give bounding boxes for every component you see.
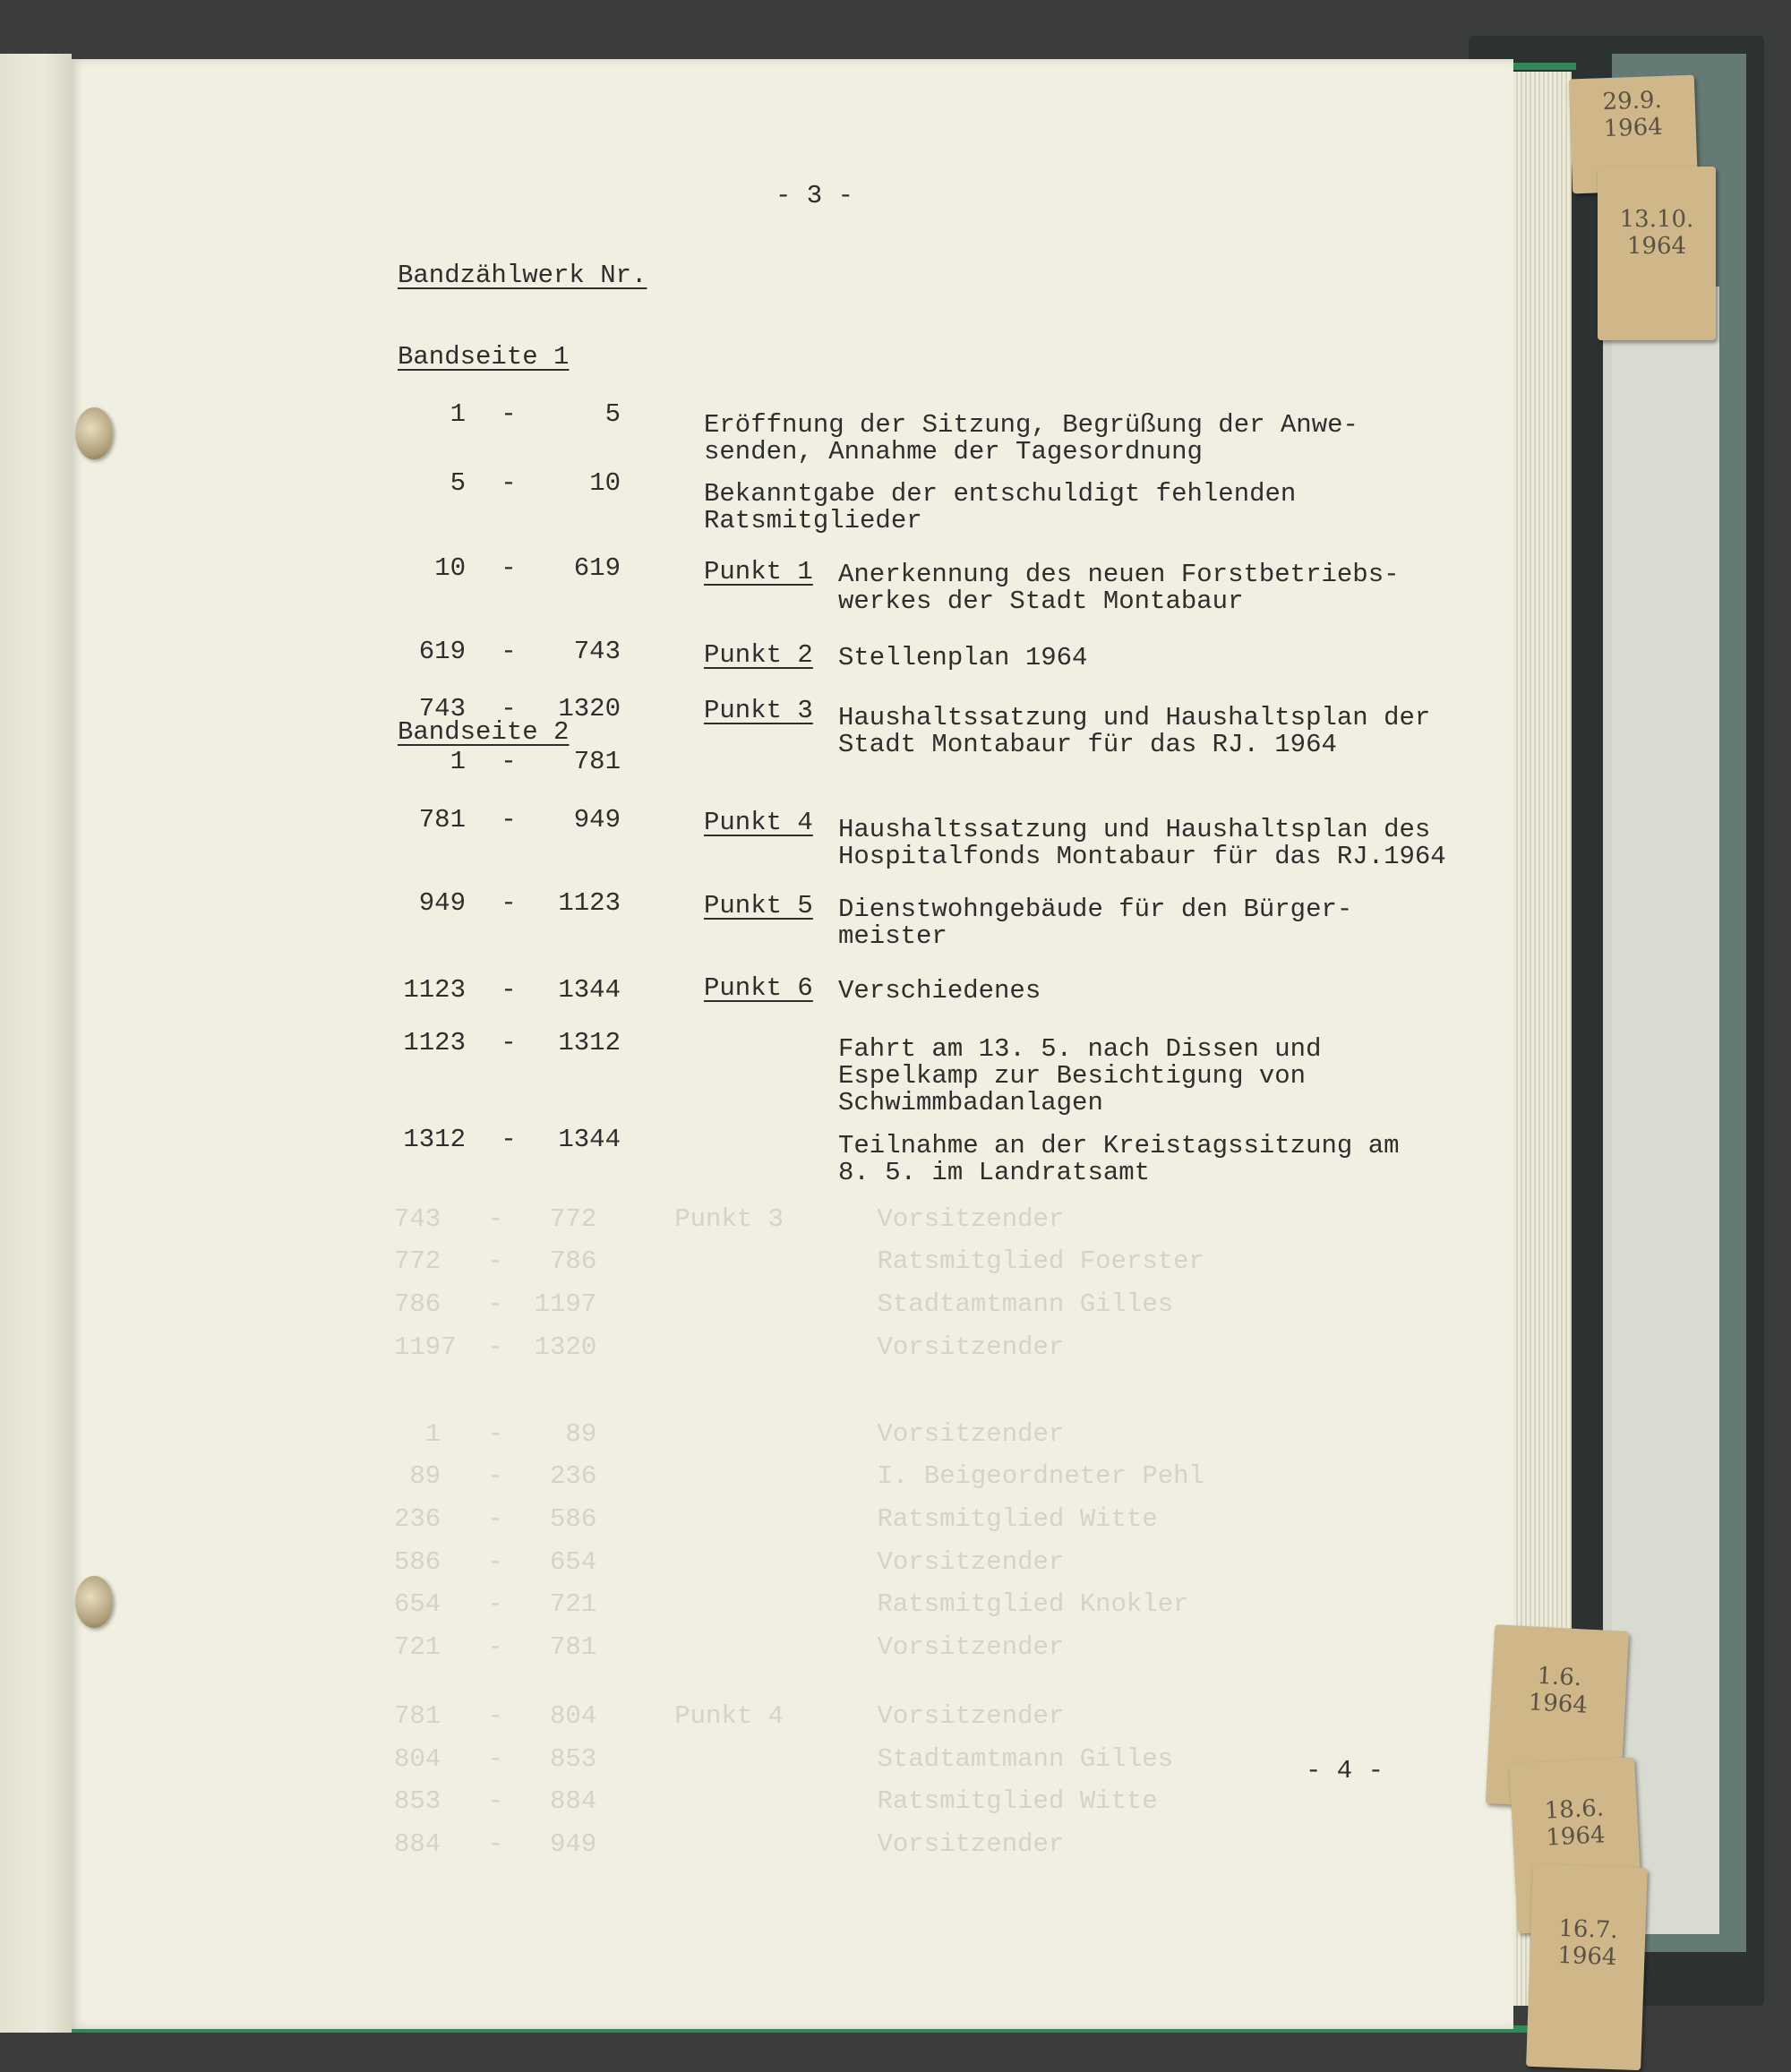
entry-from: 5: [450, 468, 466, 498]
entry-text: Teilnahme an der Kreistagssitzung am 8. 5. im Landratsamt: [838, 1131, 1400, 1187]
binder-ring-bottom: [75, 1576, 113, 1628]
entry-from: 1123: [403, 1028, 466, 1057]
entry-to: 743: [573, 637, 621, 666]
entry-dash: -: [501, 399, 517, 429]
entry-text: Haushaltssatzung und Haushaltsplan des Hospitalfonds Montabaur für das RJ.1964: [838, 815, 1446, 871]
entry-to: 1344: [558, 975, 621, 1005]
entry-to: 10: [589, 468, 621, 498]
entry-text: Stellenplan 1964: [838, 643, 1088, 672]
date-tab-2[interactable]: 13.10. 1964: [1598, 167, 1716, 340]
date-tab-1[interactable]: 29.9. 1964: [1569, 75, 1698, 194]
next-page-number: - 4 -: [1306, 1756, 1384, 1785]
entry-punkt: Punkt 4: [704, 808, 813, 837]
entry-text: Haushaltssatzung und Haushaltsplan der Stadt Montabaur für das RJ. 1964: [838, 703, 1431, 759]
entry-from: 1: [450, 399, 466, 429]
entry-to: 1123: [558, 888, 621, 918]
entry-punkt: Punkt 3: [704, 696, 813, 725]
entry-dash: -: [501, 694, 517, 723]
entry-from: 10: [434, 553, 466, 583]
entry-dash: -: [501, 888, 517, 918]
entry-dash: -: [501, 805, 517, 835]
entry-from: 743: [418, 694, 466, 723]
entry-text: Dienstwohngebäude für den Bürger- meister: [838, 895, 1353, 951]
date-tab-5[interactable]: 16.7. 1964: [1526, 1864, 1648, 2070]
binder-ring-top: [75, 407, 113, 459]
entry-punkt: Punkt 5: [704, 891, 813, 920]
entry-dash: -: [501, 975, 517, 1005]
entry-text: Anerkennung des neuen Forstbetriebs- werkes der Stadt Montabaur: [838, 560, 1400, 616]
entry-to: 1312: [558, 1028, 621, 1057]
entry-from: 1: [450, 747, 466, 776]
entry-to: 619: [573, 553, 621, 583]
entry-text: Fahrt am 13. 5. nach Dissen und Espelkamp zur Besichtigung von Schwimmbadanlagen: [838, 1034, 1322, 1117]
entry-dash: -: [501, 1028, 517, 1057]
entry-to: 781: [573, 747, 621, 776]
date-tab-3[interactable]: 1.6. 1964: [1486, 1624, 1629, 1811]
entry-dash: -: [501, 637, 517, 666]
left-page-sliver: [0, 54, 72, 2033]
entry-from: 1312: [403, 1125, 466, 1154]
entry-punkt: Punkt 1: [704, 557, 813, 586]
entry-from: 619: [418, 637, 466, 666]
entry-dash: -: [501, 553, 517, 583]
entry-dash: -: [501, 468, 517, 498]
entry-to: 1344: [558, 1125, 621, 1154]
entry-to: 949: [573, 805, 621, 835]
entry-text: Bekanntgabe der entschuldigt fehlenden Ratsmitglieder: [704, 479, 1297, 535]
side-label-1: Bandseite 1: [398, 342, 570, 372]
entry-from: 1123: [403, 975, 466, 1005]
side-label-2: Bandseite 2: [398, 717, 570, 747]
entry-text: Verschiedenes: [838, 976, 1041, 1006]
entry-from: 949: [418, 888, 466, 918]
page-number: - 3 -: [776, 181, 854, 210]
entry-dash: -: [501, 1125, 517, 1154]
entry-dash: -: [501, 747, 517, 776]
date-tab-4[interactable]: 18.6. 1964: [1509, 1757, 1643, 1933]
entry-punkt: Punkt 2: [704, 640, 813, 670]
entry-to: 1320: [558, 694, 621, 723]
entry-text: Eröffnung der Sitzung, Begrüßung der Anwe- senden, Annahme der Tagesordnung: [704, 410, 1358, 467]
entry-to: 5: [604, 399, 621, 429]
entry-punkt: Punkt 6: [704, 973, 813, 1003]
heading: Bandzählwerk Nr.: [398, 261, 647, 290]
entry-from: 781: [418, 805, 466, 835]
